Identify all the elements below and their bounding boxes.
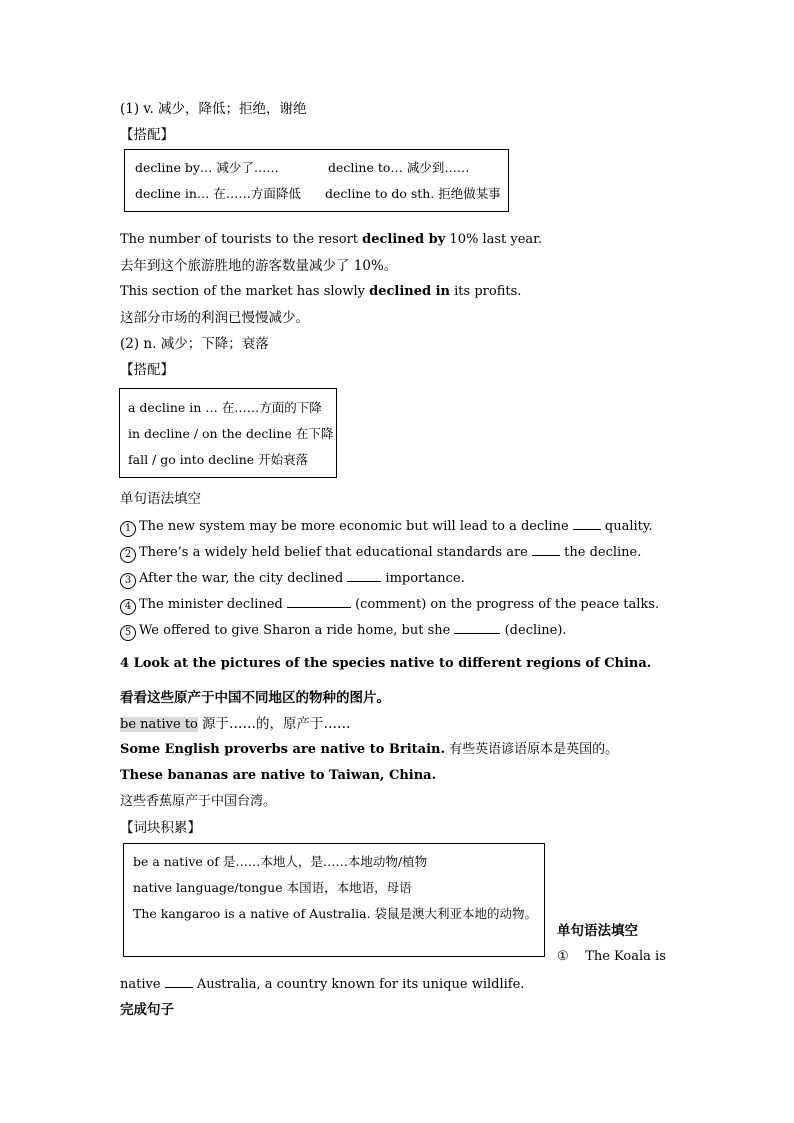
sense-2-heading: (2) n. 减少；下降；衰落 (120, 336, 269, 352)
side-exercise-line (557, 948, 666, 966)
native-example-1 (120, 741, 618, 759)
exercise-item-4 (120, 595, 659, 615)
native-example-1-text: Some English proverbs are native to Britain. (120, 742, 446, 757)
section-4-heading-translation: 看看这些原产于中国不同地区的物种的图片。 (120, 690, 390, 706)
example-2-pre: This section of the market has slowly (120, 284, 370, 299)
exercise-number-5: 5 (120, 625, 136, 641)
accumulation-heading: 【词块积累】 (120, 820, 201, 836)
phrase-meaning: 源于……的，原产于…… (202, 716, 351, 732)
exercise-2-post: the decline. (560, 545, 642, 560)
example-1-post: 10% last year. (445, 232, 543, 247)
continuation-pre: native (120, 977, 165, 992)
answer-blank-2[interactable] (532, 543, 560, 556)
native-example-2-translation: 这些香蕉原产于中国台湾。 (120, 794, 277, 809)
collocation-decline-to-do: decline to do sth. 拒绝做某事 (325, 186, 501, 201)
example-1-keyword: declined by (362, 232, 446, 247)
collocation-decline-by: decline by… 减少了…… (135, 160, 279, 175)
example-2-keyword: declined in (369, 284, 451, 299)
exercise-5-pre: We offered to give Sharon a ride home, but she (139, 623, 455, 638)
exercise-item-3 (120, 569, 465, 589)
sense-1-heading: (1) v. 减少，降低；拒绝，谢绝 (120, 101, 307, 117)
accumulation-kangaroo-example: The kangaroo is a native of Australia. 袋鼠是澳大利亚本地的动物。 (133, 906, 538, 921)
example-1-translation: 去年到这个旅游胜地的游客数量减少了 10%。 (120, 258, 398, 274)
example-2 (120, 283, 521, 301)
example-1 (120, 231, 542, 249)
native-example-2: These bananas are native to Taiwan, China. (120, 768, 437, 783)
example-2-translation: 这部分市场的利润已慢慢减少。 (120, 310, 309, 326)
accumulation-be-a-native-of: be a native of 是……本地人，是……本地动物/植物 (133, 854, 428, 869)
collocation-decline-in: decline in… 在……方面降低 (135, 186, 301, 201)
collocation-box-2 (119, 388, 337, 478)
exercise-3-pre: After the war, the city declined (139, 571, 348, 586)
answer-blank-5[interactable] (454, 621, 500, 634)
collocation-fall-into-decline: fall / go into decline 开始衰落 (128, 452, 309, 467)
exercise-3-post: importance. (381, 571, 465, 586)
phrase-be-native-to: be native to (120, 717, 198, 732)
section-4-heading: 4 Look at the pictures of the species native to different regions of China. (120, 656, 652, 671)
phrase-line (120, 715, 351, 734)
exercise-4-pre: The minister declined (139, 597, 287, 612)
collocation-decline-to: decline to… 减少到…… (328, 160, 470, 175)
exercise-number-4: 4 (120, 599, 136, 615)
exercise-4-post: (comment) on the progress of the peace talks. (350, 597, 660, 612)
collocation-a-decline-in: a decline in … 在……方面的下降 (128, 400, 322, 415)
exercise-number-1: 1 (120, 521, 136, 537)
answer-blank-koala[interactable] (165, 975, 193, 988)
accumulation-native-language: native language/tongue 本国语，本地语，母语 (133, 880, 412, 895)
exercise-2-pre: There’s a widely held belief that educational standards are (139, 545, 533, 560)
example-1-pre: The number of tourists to the resort (120, 232, 363, 247)
exercise-item-1 (120, 517, 653, 537)
side-exercise-heading: 单句语法填空 (557, 923, 638, 939)
collocation-heading-2: 【搭配】 (120, 362, 174, 378)
native-example-1-translation: 有些英语谚语原本是英国的。 (449, 742, 619, 757)
complete-sentence-heading: 完成句子 (120, 1002, 174, 1018)
answer-blank-3[interactable] (347, 569, 381, 582)
exercise-1-pre: The new system may be more economic but will lead to a decline (139, 519, 573, 534)
side-exercise-continuation (120, 975, 524, 994)
side-exercise-number: ① (557, 949, 569, 964)
exercise-number-2: 2 (120, 547, 136, 563)
exercise-heading: 单句语法填空 (120, 491, 201, 507)
exercise-5-post: (decline). (500, 623, 567, 638)
phrase-accumulation-box (123, 843, 545, 957)
exercise-item-5 (120, 621, 567, 641)
exercise-1-post: quality. (600, 519, 653, 534)
exercise-number-3: 3 (120, 573, 136, 589)
exercise-item-2 (120, 543, 641, 563)
side-exercise-text: The Koala is (585, 949, 666, 964)
collocation-box-1 (124, 149, 509, 212)
collocation-in-decline: in decline / on the decline 在下降 (128, 426, 334, 441)
answer-blank-1[interactable] (573, 517, 601, 530)
continuation-post: Australia, a country known for its unique wildlife. (192, 977, 525, 992)
collocation-heading: 【搭配】 (120, 127, 174, 143)
answer-blank-4[interactable] (287, 595, 351, 608)
example-2-post: its profits. (450, 284, 522, 299)
